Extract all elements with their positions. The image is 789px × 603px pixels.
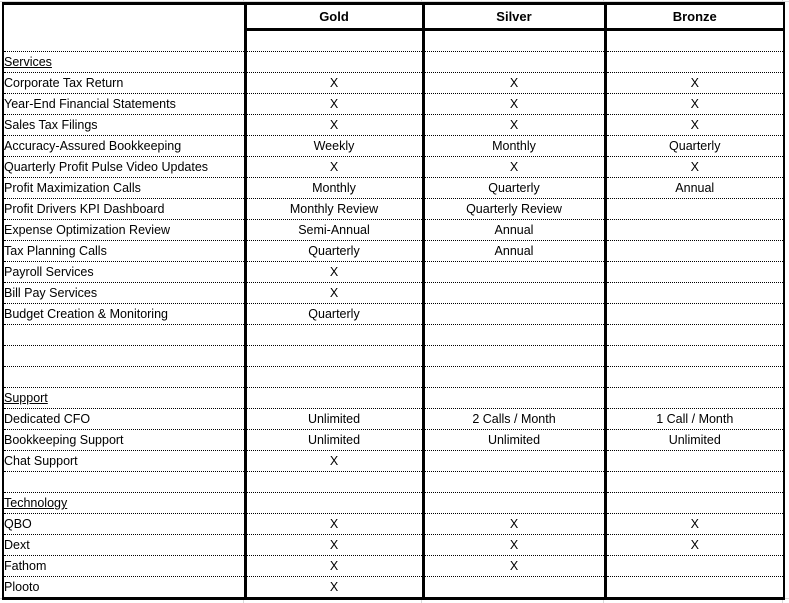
cell-bronze <box>605 367 784 388</box>
table-header <box>3 4 784 30</box>
table-body <box>3 30 784 599</box>
table-row <box>3 535 784 556</box>
cell-gold: X <box>245 283 423 304</box>
cell-bronze <box>605 304 784 325</box>
cell-bronze <box>605 283 784 304</box>
feature-label: Budget Creation & Monitoring <box>3 304 245 325</box>
feature-label: Dedicated CFO <box>3 409 245 430</box>
cell-silver <box>423 451 605 472</box>
cell-silver <box>423 472 605 493</box>
cell-bronze: X <box>605 157 784 178</box>
cell-bronze <box>605 262 784 283</box>
cell-silver <box>423 577 605 599</box>
table-header-row <box>3 4 784 30</box>
section-label <box>3 388 245 409</box>
cell-gold: Monthly Review <box>245 199 423 220</box>
cell-silver: Quarterly Review <box>423 199 605 220</box>
cell-bronze <box>605 325 784 346</box>
cell-bronze: X <box>605 535 784 556</box>
cell-silver <box>423 262 605 283</box>
table-row <box>3 451 784 472</box>
table-row <box>3 136 784 157</box>
cell-bronze: X <box>605 115 784 136</box>
cell-silver: X <box>423 73 605 94</box>
table-row <box>3 556 784 577</box>
cell-gold: X <box>245 535 423 556</box>
cell-silver <box>423 304 605 325</box>
cell-silver <box>423 346 605 367</box>
feature-label: Quarterly Profit Pulse Video Updates <box>3 157 245 178</box>
cell-gold: X <box>245 514 423 535</box>
feature-label: Bookkeeping Support <box>3 430 245 451</box>
cell-bronze <box>605 52 784 73</box>
cell-bronze: Unlimited <box>605 430 784 451</box>
feature-label: Sales Tax Filings <box>3 115 245 136</box>
cell-silver <box>423 52 605 73</box>
cell-gold: X <box>245 73 423 94</box>
cell-silver: X <box>423 514 605 535</box>
cell-silver <box>423 493 605 514</box>
cell-gold: Monthly <box>245 178 423 199</box>
table-row <box>3 220 784 241</box>
cell-bronze <box>605 220 784 241</box>
table-row <box>3 325 784 346</box>
section-label <box>3 52 245 73</box>
table-row <box>3 115 784 136</box>
cell-gold <box>245 388 423 409</box>
section-header-row <box>3 52 784 73</box>
plan-comparison-table <box>2 2 785 600</box>
column-header-gold: Gold <box>245 4 423 30</box>
table-row <box>3 409 784 430</box>
cell-gold: X <box>245 94 423 115</box>
cell-silver: X <box>423 157 605 178</box>
feature-label: Profit Drivers KPI Dashboard <box>3 199 245 220</box>
cell-gold: Semi-Annual <box>245 220 423 241</box>
cell-silver: Unlimited <box>423 430 605 451</box>
cell-gold: X <box>245 556 423 577</box>
cell-gold: X <box>245 262 423 283</box>
cell-gold: Weekly <box>245 136 423 157</box>
cell-silver <box>423 388 605 409</box>
cell-bronze <box>605 388 784 409</box>
empty-label-cell <box>3 472 245 493</box>
section-label <box>3 493 245 514</box>
feature-label: Bill Pay Services <box>3 283 245 304</box>
table-row <box>3 346 784 367</box>
table-row <box>3 262 784 283</box>
feature-label: Year-End Financial Statements <box>3 94 245 115</box>
cell-bronze: Annual <box>605 178 784 199</box>
table-row <box>3 178 784 199</box>
feature-label: Profit Maximization Calls <box>3 178 245 199</box>
table-row <box>3 367 784 388</box>
feature-label: Expense Optimization Review <box>3 220 245 241</box>
section-title-text: Support <box>4 391 48 405</box>
cell-silver <box>423 283 605 304</box>
column-header-blank <box>3 4 245 30</box>
cell-bronze: X <box>605 514 784 535</box>
cell-silver: Quarterly <box>423 178 605 199</box>
cell-bronze: Quarterly <box>605 136 784 157</box>
cell-gold: X <box>245 157 423 178</box>
cell-gold: Quarterly <box>245 304 423 325</box>
cell-bronze <box>605 241 784 262</box>
feature-label: Chat Support <box>3 451 245 472</box>
cell-gold <box>245 52 423 73</box>
cell-bronze: X <box>605 73 784 94</box>
feature-label: Corporate Tax Return <box>3 73 245 94</box>
cell-gold <box>245 472 423 493</box>
cell-silver: X <box>423 115 605 136</box>
cell-silver <box>423 325 605 346</box>
table-row <box>3 157 784 178</box>
feature-label: Tax Planning Calls <box>3 241 245 262</box>
cell-bronze <box>605 556 784 577</box>
empty-label-cell <box>3 367 245 388</box>
feature-label: QBO <box>3 514 245 535</box>
feature-label: Fathom <box>3 556 245 577</box>
cell-silver: Annual <box>423 241 605 262</box>
section-header-row <box>3 388 784 409</box>
cell-silver: X <box>423 535 605 556</box>
cell-gold <box>245 30 423 52</box>
cell-silver: X <box>423 94 605 115</box>
section-header-row <box>3 493 784 514</box>
cell-bronze <box>605 493 784 514</box>
cell-gold <box>245 493 423 514</box>
table-row <box>3 577 784 599</box>
cell-bronze: 1 Call / Month <box>605 409 784 430</box>
table-row <box>3 514 784 535</box>
empty-label-cell <box>3 30 245 52</box>
table-row <box>3 30 784 52</box>
table-row <box>3 241 784 262</box>
table-row <box>3 304 784 325</box>
cell-silver: X <box>423 556 605 577</box>
table-row <box>3 472 784 493</box>
cell-silver: 2 Calls / Month <box>423 409 605 430</box>
cell-gold <box>245 325 423 346</box>
cell-gold: Quarterly <box>245 241 423 262</box>
column-header-bronze: Bronze <box>605 4 784 30</box>
empty-label-cell <box>3 325 245 346</box>
table-row <box>3 283 784 304</box>
section-title-text: Services <box>4 55 52 69</box>
feature-label: Accuracy-Assured Bookkeeping <box>3 136 245 157</box>
cell-silver <box>423 367 605 388</box>
cell-silver <box>423 30 605 52</box>
cell-bronze <box>605 30 784 52</box>
cell-gold <box>245 346 423 367</box>
table-row <box>3 199 784 220</box>
cell-bronze <box>605 451 784 472</box>
cell-bronze <box>605 346 784 367</box>
section-title-text: Technology <box>4 496 68 510</box>
column-header-silver: Silver <box>423 4 605 30</box>
empty-label-cell <box>3 346 245 367</box>
cell-silver: Annual <box>423 220 605 241</box>
cell-gold: X <box>245 577 423 599</box>
cell-bronze <box>605 577 784 599</box>
cell-silver: Monthly <box>423 136 605 157</box>
cell-bronze <box>605 472 784 493</box>
feature-label: Payroll Services <box>3 262 245 283</box>
cell-gold: Unlimited <box>245 409 423 430</box>
feature-label: Dext <box>3 535 245 556</box>
cell-bronze: X <box>605 94 784 115</box>
table-row <box>3 430 784 451</box>
cell-gold: X <box>245 115 423 136</box>
cell-gold: Unlimited <box>245 430 423 451</box>
cell-bronze <box>605 199 784 220</box>
feature-label: Plooto <box>3 577 245 599</box>
cell-gold <box>245 367 423 388</box>
cell-gold: X <box>245 451 423 472</box>
table-row <box>3 73 784 94</box>
table-row <box>3 94 784 115</box>
